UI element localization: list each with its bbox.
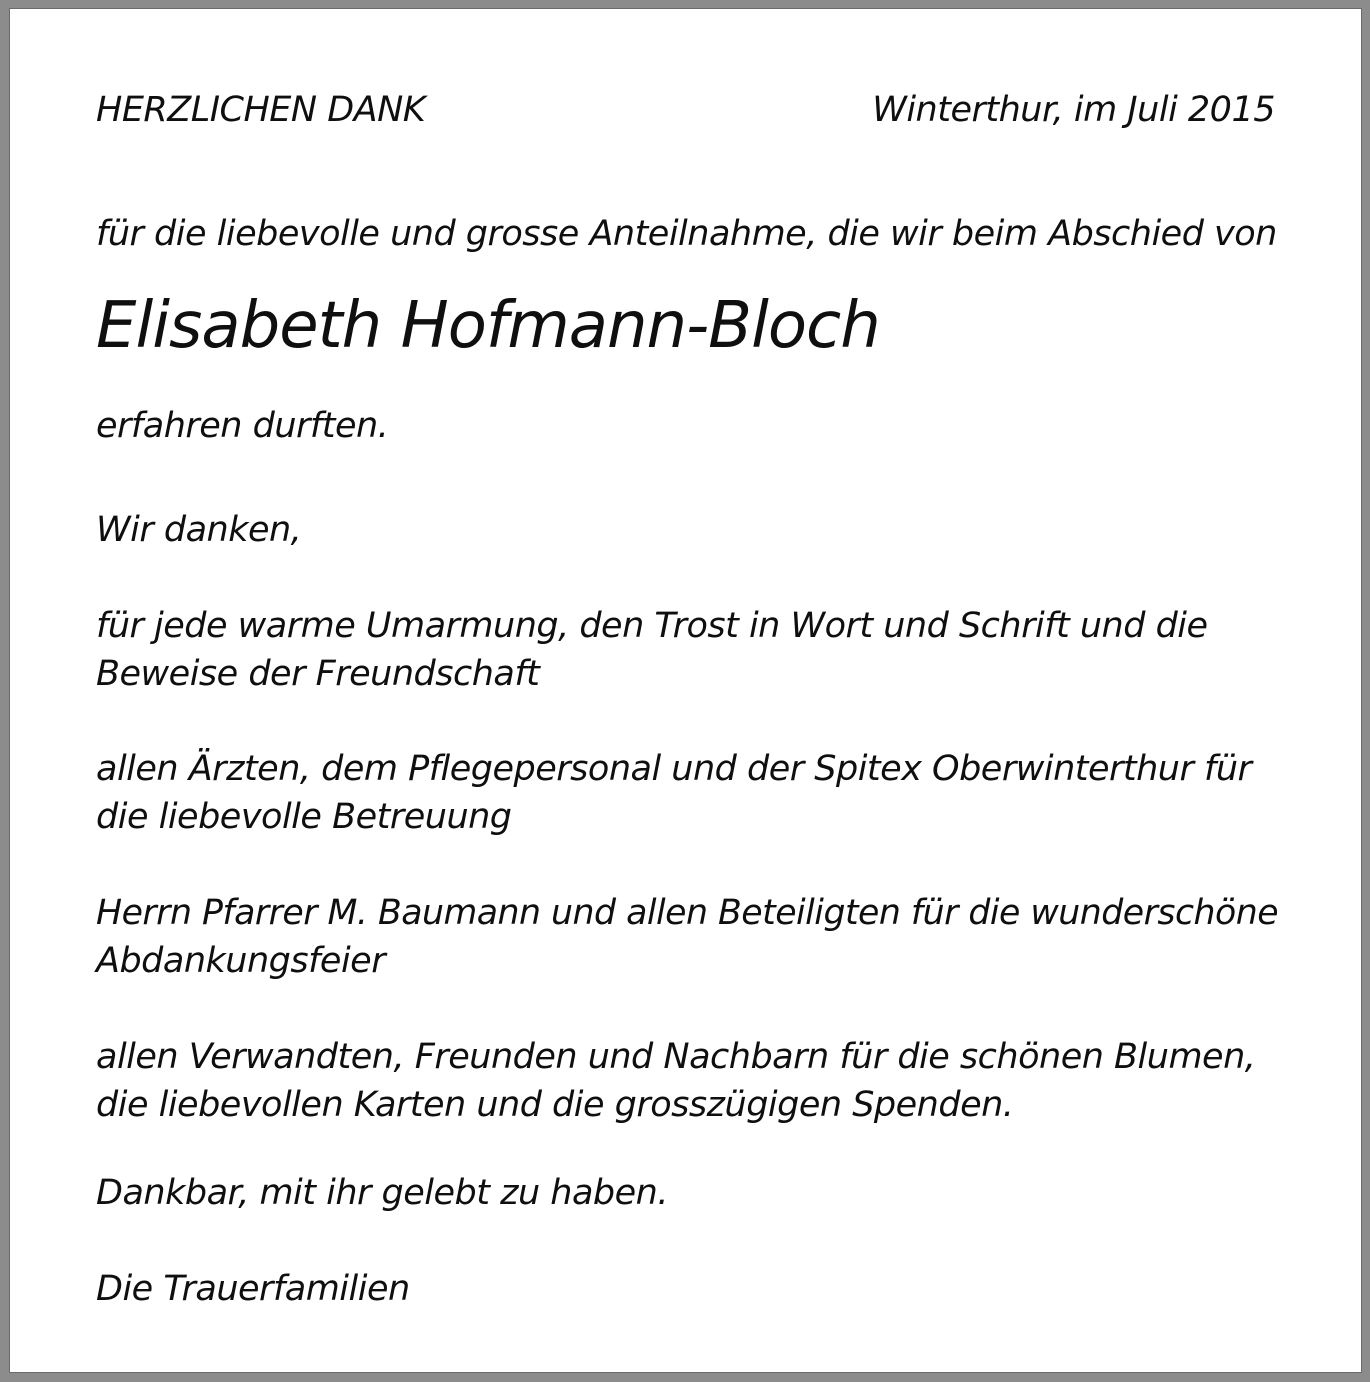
notice-heading: HERZLICHEN DANK — [96, 90, 426, 130]
thanks-item-1-line-1: für jede warme Umarmung, den Trost in Wort und Schrift und die — [96, 606, 1208, 646]
thanks-item-2-line-2: die liebevolle Betreuung — [96, 797, 512, 837]
intro-text: für die liebevolle und grosse Anteilnahme, die wir beim Abschied von — [96, 214, 1277, 254]
thanks-item-3-line-2: Abdankungsfeier — [96, 941, 386, 981]
thanks-item-1-line-2: Beweise der Freundschaft — [96, 654, 540, 694]
thanks-item-4-line-1: allen Verwandten, Freunden und Nachbarn für die schönen Blumen, — [96, 1037, 1256, 1077]
thanks-item-3-line-1: Herrn Pfarrer M. Baumann und allen Beteiligten für die wunderschöne — [96, 893, 1279, 933]
signature-text: Die Trauerfamilien — [96, 1269, 410, 1309]
closing-text: Dankbar, mit ihr gelebt zu haben. — [96, 1173, 668, 1213]
notice-dateline: Winterthur, im Juli 2015 — [872, 90, 1275, 130]
thanks-item-4-line-2: die liebevollen Karten und die grosszügigen Spenden. — [96, 1085, 1014, 1125]
deceased-name: Elisabeth Hofmann-Bloch — [96, 289, 880, 363]
thanks-item-2-line-1: allen Ärzten, dem Pflegepersonal und der Spitex Oberwinterthur für — [96, 749, 1252, 789]
intro-end-text: erfahren durften. — [96, 406, 389, 446]
thanks-lead: Wir danken, — [96, 510, 302, 550]
